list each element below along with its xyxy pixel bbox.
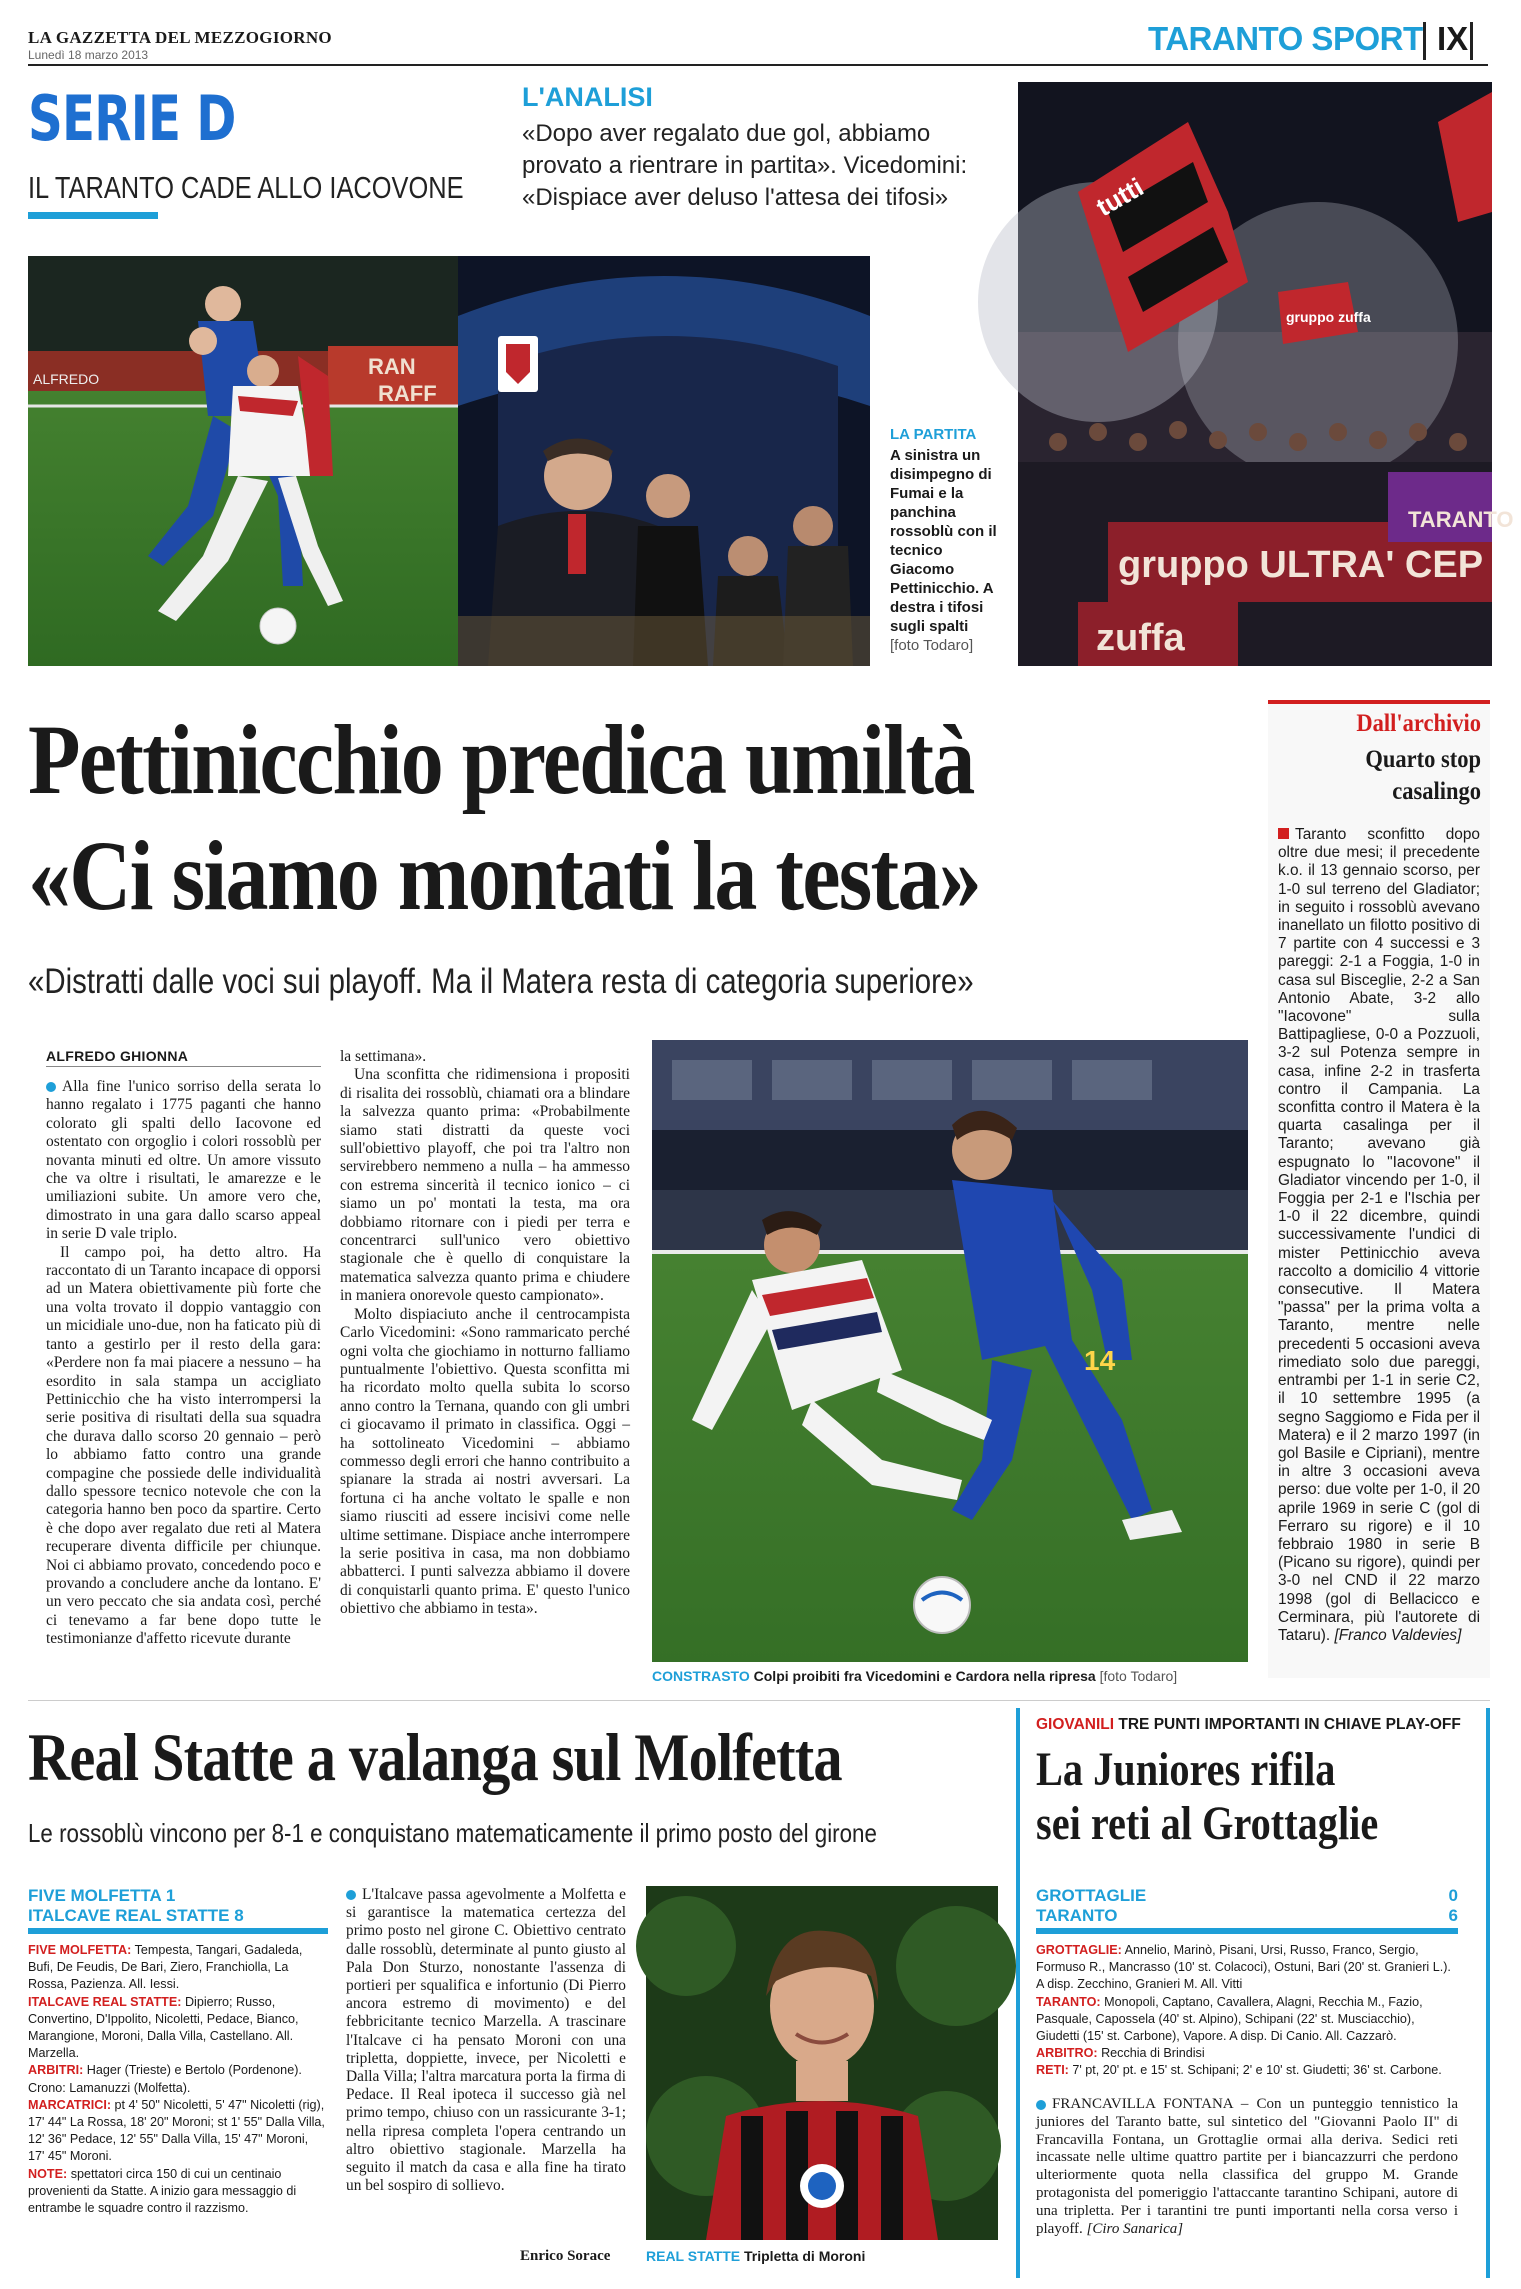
article-p1-text: Alla fine l'unico sorriso della serata lo hanno regalato i 1775 paganti che hanno colorato gli spalti dello Iacovone ed ostentato con orgoglio i colori rossoblù per novanta minuti ed oltre. Un amore vissuto che va oltre i risultati, le amarezze e le umiliazioni subite. Un amore vero che, dimostrato in una gara dallo scarso appeal in serie D vale triplo. xyxy=(46,1078,321,1243)
statte-tab-5: NOTE: spettatori circa 150 di cui un centinaio provenienti da Statte. A inizio gara messaggio di entrambe le squadre contro il razzismo. xyxy=(28,2166,297,2216)
statte-author: Enrico Sorace xyxy=(520,2248,611,2264)
archive-body: Taranto sconfitto dopo oltre due mesi; il precedente k.o. il 13 gennaio scorso, per 1-0 sul terreno del Gladiator; in seguito i rossoblù avevano inanellato un filotto positivo di 7 partite con 4 successi e 3 pareggi: 2-1 a Foggia, 1-0 in casa sul Bisceglie, 2-2 a San Antonio Abate, 3-2 allo "Iacovone" sulla Battipagliese, 0-0 a Pozzuoli, 3-2 sul Potenza sempre in casa, infine 2-2 in trasferta contro il Campania. La sconfitta contro il Matera è la quarta casalinga per il Taranto; avevano già espugnato lo "Iacovone" il Gladiator vincendo per 1-0, il Foggia per 2-1 e l'Ischia per 1-0 il 22 dicembre, quindi successivamente l'undici di mister Pettinicchio aveva raccolto a domicilio 4 vittorie consecutive. Il Matera "passa" per la prima volta a Taranto, mentre nelle precedenti 5 occasioni aveva rimediato solo due pareggi, entrambi per 1-1 in serie C2, il 10 settembre 1995 (a segno Saggiomo e Fida per il Matera) e il 2 marzo 1997 (in gol Basile e Cipriani), mentre in altre 3 occasioni aveva perso: due volte per 1-0, il 20 aprile 1969 in serie C (gol di Ferraro su rigore) e il 10 febbraio 1980 in serie B (Picano su rigore), quindi per 3-0 nel CND il 22 marzo 1998 (gol di Bellacicco e Cerminara, più l'autorete di Tataru). xyxy=(1278,826,1480,1644)
statte-tab-4: MARCATRICI: pt 4' 50" Nicoletti, 5' 47" Nicoletti (rig), 17' 44" La Rossa, 18' 20" Moroni; st 1' 55" Dalla Villa, 12' 36" Pedace, 12' 55" Dalla Villa, 15' 47" Moroni, 17' 45" Moroni. xyxy=(28,2097,325,2164)
photo-contrasto xyxy=(652,1040,1248,1662)
fans-banner-3: gruppo zuffa xyxy=(1286,309,1371,325)
giovanili-tab-1: GROTTAGLIE: Annelio, Marinò, Pisani, Ursi, Russo, Franco, Sergio, Formuso R., Mancrasso (10' st. Colacoci), Ostuni, Bari (20' st. Granieri L.). A disp. Zecchino, Granieri M. All. Vitti xyxy=(1036,1943,1451,1992)
giovanili-headline-2: sei reti al Grottaglie xyxy=(1036,1797,1379,1850)
giovanili-tab-3: ARBITRO: Recchia di Brindisi xyxy=(1036,2046,1205,2061)
headline-line-1: Pettinicchio predica umiltà xyxy=(28,704,974,815)
article-p4: Una sconfitta che ridimensiona i propositi di risalita dei rossoblù, chiamati ora a blindare la salvezza quanto prima: «Probabilmente siamo stati distratti da queste voci sull'obiettivo playoff, che poi tra l'altro non servirebbero nemmeno a nulla – ha ammesso con estrema sincerità il tecnico ionico – ci siamo un po' montati la testa, ma ora dobbiamo ritornare con i piedi per terra e concentrarci sull'unico vero obiettivo stagionale che è quello di conquistare la matematica salvezza quanto prima e chiudere in maniera onorevole questo campionato». xyxy=(340,1066,630,1305)
photo-bench xyxy=(458,256,870,666)
giovanili-scorebox xyxy=(1036,1886,1458,1934)
contrasto-text: Colpi proibiti fra Vicedomini e Cardora nella ripresa xyxy=(753,1668,1096,1684)
giovanili-headline-1: La Juniores rifila xyxy=(1036,1743,1336,1796)
archive-label: Dall'archivio xyxy=(1356,710,1481,737)
giovanili-tab-2: TARANTO: Monopoli, Captano, Cavallera, Alagni, Recchia M., Fazio, Pasquale, Capossela (40' st. Alpino), Schipani (22' st. Musciacchio), Giudetti (15' st. Carbone), Vapore. A disp. Di Canio. All. Cazzarò. xyxy=(1036,1994,1423,2044)
svg-text:tutti: tutti xyxy=(1091,171,1149,223)
page-date: Lunedì 18 marzo 2013 xyxy=(28,48,149,62)
giovanili-team-1: GROTTAGLIE xyxy=(1036,1886,1147,1905)
giovanili-tabellino xyxy=(1036,1942,1458,2080)
statte-body xyxy=(346,1886,626,2195)
photo-caption-label: LA PARTITA xyxy=(890,426,977,443)
article-col-1 xyxy=(46,1078,321,1649)
fans-banner-1: gruppo ULTRA' CEP xyxy=(1118,544,1484,586)
statte-subtitle: Le rossoblù vincono per 8-1 e conquistano matematicamente il primo posto del girone xyxy=(28,1818,877,1848)
contrasto-credit: [foto Todaro] xyxy=(1099,1668,1178,1684)
giovanili-team-2: TARANTO xyxy=(1036,1906,1118,1925)
giovanili-goals-1: 0 xyxy=(1448,1886,1458,1905)
analysis-label: L'ANALISI xyxy=(522,82,653,112)
giovanili-body xyxy=(1036,2096,1458,2238)
giovanili-kicker-text: TRE PUNTI IMPORTANTI IN CHIAVE PLAY-OFF xyxy=(1118,1716,1461,1733)
subkicker: IL TARANTO CADE ALLO IACOVONE xyxy=(28,170,464,205)
kicker-serie-d: SERIE D xyxy=(28,82,236,155)
giovanili-label: GIOVANILI xyxy=(1036,1716,1115,1733)
statte-body-text: L'Italcave passa agevolmente a Molfetta e si garantisce la matematica certezza del primo posto nel girone C. Obiettivo centrato dalle rossoblù, determinate al punto giusto al Pala Don Sturzo, nonostante l'assenza di portieri per squalifica e infortunio (Di Pierro ancora estremo di movimento) e del febbricitante tecnico Marzella. A trascinare l'Italcave ci ha pensato Moroni con una tripletta, doppiette, invece, per Nicoletti e Dalla Villa; l'altra marcatura porta la firma di Pedace. Il Real ipoteca il successo già nel primo tempo, chiuso con un rassicurante 3-1; nella ripresa completa l'opera centrando un altro obiettivo stagionale. Marzella ha seguito il match da casa e alla fine ha tirato un bel sospiro di sollievo. xyxy=(346,1886,626,2195)
photo-caption-text xyxy=(890,446,1000,655)
contrasto-label: CONSTRASTO xyxy=(652,1668,750,1684)
caption-body: A sinistra un disimpegno di Fumai e la panchina rossoblù con il tecnico Giacomo Pettinicchio. A destra i tifosi sugli spalti xyxy=(890,447,997,635)
giovanili-kicker xyxy=(1036,1716,1461,1734)
contrasto-caption xyxy=(652,1668,1252,1684)
photo-moroni xyxy=(646,1886,998,2240)
giovanili-body-text: FRANCAVILLA FONTANA – Con un punteggio tennistico la juniores del Taranto batte, sul sintetico del "Giovanni Paolo II" di Francavilla Fontana, un Grottaglie ormai alla deriva. Sedici reti incassate nelle ultime quattro partite per i biancazzurri che perdono ulteriormente quota nella classifica del gruppo M. Grande protagonista del pomeriggio l'attaccante tarantino Schipani, autore di una tripletta. Per i tarantini tre punti importanti nella corsa verso i playoff. xyxy=(1036,2096,1458,2237)
svg-text:zuffa: zuffa xyxy=(1096,617,1185,659)
shirt-number: 14 xyxy=(1084,1345,1116,1376)
paper-name: LA GAZZETTA DEL MEZZOGIORNO xyxy=(28,28,332,47)
statte-tabellino xyxy=(28,1942,328,2217)
giovanili-goals-2: 6 xyxy=(1448,1906,1458,1925)
article-col-2 xyxy=(340,1048,630,1619)
archive-author: [Franco Valdevies] xyxy=(1334,1626,1462,1644)
moroni-caption-text: Tripletta di Moroni xyxy=(744,2248,866,2264)
byline: ALFREDO GHIONNA xyxy=(46,1048,189,1064)
article-p1 xyxy=(46,1078,321,1244)
ad-board-text-1: RAN xyxy=(368,354,416,379)
statte-scorebox xyxy=(28,1886,328,1934)
analysis-text: «Dopo aver regalato due gol, abbiamo provato a rientrare in partita». Vicedomini: «Dispiace aver deluso l'attesa dei tifosi» xyxy=(522,120,968,211)
ad-board-text-2: RAFF xyxy=(378,381,437,406)
fans-banner-2: TARANTO xyxy=(1408,507,1514,532)
caption-credit: [foto Todaro] xyxy=(890,637,974,654)
statte-score-2: ITALCAVE REAL STATTE 8 xyxy=(28,1906,244,1925)
article-p3: la settimana». xyxy=(340,1048,427,1065)
article-p5: Molto dispiaciuto anche il centrocampista Carlo Vicedomini: «Sono rammaricato perché ogni volta che giochiamo in notturno falliamo puntualmente l'obiettivo. Questa sconfitta mi ha ricordato molto quella subita lo scorso anno contro la Ternana, quando con gli umbri ci giocavamo il primato in classifica. Oggi – ha sottolineato Vicedomini – abbiamo commesso degli errori che hanno contribuito a spianare la strada ai nostri avversari. La fortuna ci ha anche voltato le spalle e non siamo riusciti ad essere incisivi come nelle ultime settimane. Dispiace anche interrompere la serie positiva in casa, ma non dobbiamo abbatterci. I punti salvezza abbiamo il dovere di conquistarli quanto prima. E' questo l'unico obiettivo che abbiamo in testa». xyxy=(340,1305,630,1618)
statte-tab-1: FIVE MOLFETTA: Tempesta, Tangari, Gadaleda, Bufi, De Feudis, De Bari, Ziero, Franchiolla, La Rossa, Pazienza. All. Iessi. xyxy=(28,1943,303,1992)
headline-line-2: «Ci siamo montati la testa» xyxy=(28,820,981,931)
statte-tab-3: ARBITRI: Hager (Trieste) e Bertolo (Pordenone). Crono: Lamanuzzi (Molfetta). xyxy=(28,2063,302,2095)
section-title: TARANTO SPORT xyxy=(1148,20,1423,57)
giovanili-tab-4: RETI: 7' pt, 20' pt. e 15' st. Schipani; 2' e 10' st. Giudetti; 36' st. Carbone. xyxy=(1036,2063,1442,2078)
archive-title: Quarto stop casalingo xyxy=(1365,746,1481,805)
headline-subtitle: «Distratti dalle voci sui playoff. Ma il Matera resta di categoria superiore» xyxy=(28,962,974,1001)
archive-box xyxy=(1268,700,1490,1678)
photo-fans xyxy=(1018,82,1514,666)
moroni-caption-label: REAL STATTE xyxy=(646,2248,741,2264)
statte-tab-2: ITALCAVE REAL STATTE: Dipierro; Russo, Convertino, D'Ippolito, Nicoletti, Pedace, Bianco, Marangione, Moroni, Dalla Villa, Castellano. All. Marzella. xyxy=(28,1994,299,2061)
statte-score-1: FIVE MOLFETTA 1 xyxy=(28,1886,176,1905)
article-p2: Il campo poi, ha detto altro. Ha raccontato di un Taranto incapace di opporsi ad un Matera obiettivamente più forte che una volta trovato il doppio vantaggio con un micidiale uno-due, non ha faticato più di tanto a gestirlo per il resto della gara: «Perdere non fa mai piacere a nessuno – ha esordito in sala stampa un accigliato Pettinicchio che ha visto interrompersi la serie positiva di risultati della sua squadra che durava dallo scorso 20 gennaio – però lo abbiamo fatto contro una grande compagine che possiede delle individualità dallo spessore tecnico notevole che con la categoria hanno ben poco da spartire. Certo è che dopo aver regalato due reti al Matera recuperare diventa difficile per chiunque. Noi ci abbiamo provato, concedendo poco e provando a concludere anche da lontano. E' un vero peccato che sia andata così, perché ci tenevamo a far bene dopo tutte le testimonianze d'affetto ricevute durante xyxy=(46,1243,321,1648)
giovanili-author: [Ciro Sanarica] xyxy=(1086,2220,1184,2237)
page-number: IX xyxy=(1437,20,1469,57)
ad-board-text-3: ALFREDO xyxy=(33,371,100,387)
moroni-caption xyxy=(646,2248,998,2264)
archive-text xyxy=(1268,808,1490,1645)
statte-headline: Real Statte a valanga sul Molfetta xyxy=(28,1719,842,1795)
photo-fumai xyxy=(28,256,480,666)
